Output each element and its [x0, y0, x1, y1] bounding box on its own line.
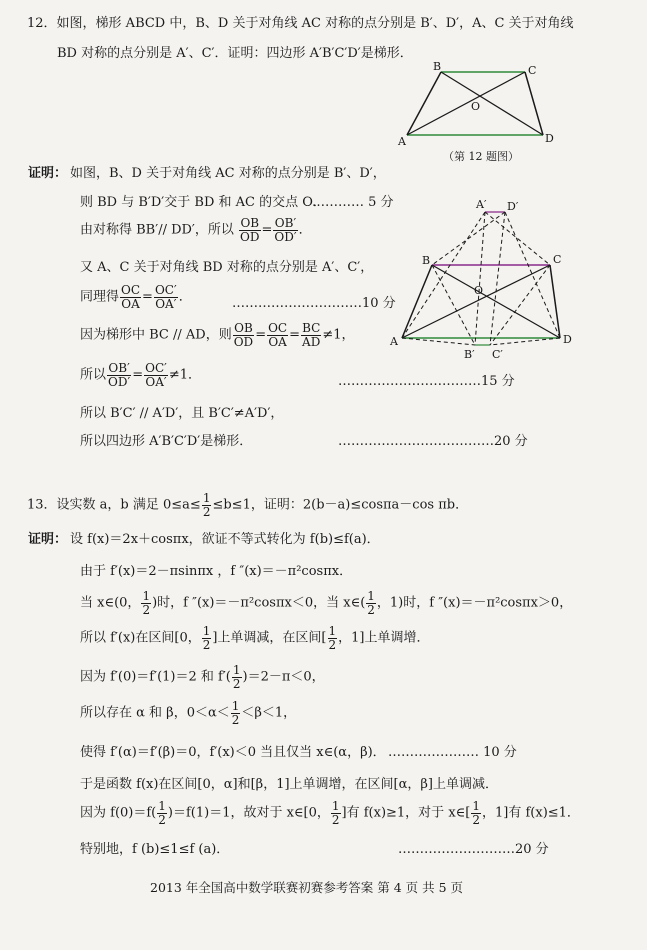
q13-proof-line2: 由于 f′(x)＝2－πsinπx ，f ″(x)＝－π²cosπx．: [80, 564, 353, 579]
q12-proof-label: 证明：: [28, 166, 68, 181]
q12-score-15: ……………………………15 分: [338, 374, 515, 389]
q13-score-20: ………………………20 分: [398, 842, 549, 857]
q12-statement-line2: BD 对称的点分别是 A′、C′．证明：四边形 A′B′C′D′是梯形．: [57, 46, 413, 61]
q12-proof-line1: 如图，B、D 关于对角线 AC 对称的点分别是 B′、D′，: [70, 166, 386, 181]
q12-proof-line4: 又 A、C 关于对角线 BD 对称的点分别是 A′、C′，: [80, 260, 374, 275]
q12-proof-line3: 由对称得 BB′// DD′，所以 $\frac{OB}{OD}$ = $\frac{OB'}{OD'}$ ．: [80, 216, 312, 244]
q12-figure-caption: （第 12 题图）: [443, 150, 519, 163]
q13-proof-line8: 于是函数 f(x)在区间[0，α]和[β，1]上单调增，在区间[α，β]上单调减．: [80, 777, 498, 792]
q12-score-10: …………………………10 分: [232, 296, 396, 311]
fig2-label-dp: D′: [507, 200, 519, 213]
fig2-dashed-1: [402, 212, 485, 338]
fig2-label-ap: A′: [476, 198, 487, 211]
q12-proof-line6: 因为梯形中 BC // AD，则 $\frac{OB}{OD}$ = $\frac{OC}{OA}$ = $\frac{BC}{AD}$ ≠1，: [80, 321, 355, 349]
fig2-label-o: O: [474, 284, 484, 297]
q13-proof-line7: 使得 f′(α)＝f′(β)＝0，f′(x)＜0 当且仅当 x∈(α，β)．: [80, 745, 386, 760]
fig2-dashed-2: [485, 212, 550, 265]
q13-proof-line6: 所以存在 α 和 β，0＜α＜ $\frac{1}{2}$ ＜β＜1，: [80, 699, 297, 727]
fig1-label-a: A: [398, 135, 406, 148]
q13-proof-line3: 当 x∈(0， $\frac{1}{2}$ )时，f ″(x)＝－π²cosπx＜0，当 x∈( $\frac{1}{2}$ ，1)时，f ″(x)＝－π²cosπx＞0，: [80, 589, 573, 617]
q13-proof-label: 证明：: [28, 532, 68, 547]
page-footer: 2013 年全国高中数学联赛初赛参考答案 第 4 页 共 5 页: [150, 880, 464, 895]
fig1-label-o: O: [471, 100, 481, 113]
fig2-segment-cd: [550, 265, 560, 338]
q12-proof-line2: 则 BD 与 B′D′交于 BD 和 AC 的交点 O．: [80, 195, 326, 210]
fig2-label-bp: B′: [464, 348, 475, 361]
fig2-label-a: A: [390, 335, 398, 348]
q12-figure: [395, 60, 560, 150]
q12-proof-figure: [380, 195, 585, 365]
fig1-label-d: D: [545, 132, 554, 145]
fig1-label-c: C: [528, 64, 537, 77]
q13-proof-line10: 特别地，f (b)≤1≤f (a)．: [80, 842, 230, 857]
fig2-dashed-5: [432, 212, 505, 265]
q13-proof-line9: 因为 f(0)＝f( $\frac{1}{2}$ )＝f(1)＝1，故对于 x∈[0， $\frac{1}{2}$ ]有 f(x)≥1，对于 x∈[ $\frac{1}{2}$ ，1]有 f(x)≤1．: [80, 799, 580, 827]
q12-proof-line7: 所以 $\frac{OB'}{OD'}$ = $\frac{OC'}{OA'}$ ≠1．: [80, 361, 202, 389]
fig2-dashed-10: [490, 338, 560, 345]
q13-score-10: ………………… 10 分: [388, 745, 517, 760]
fig2-label-c: C: [553, 253, 562, 266]
fig2-label-cp: C′: [492, 348, 503, 361]
q12-proof-line5: 同理得 $\frac{OC}{OA}$ = $\frac{OC'}{OA'}$ ．: [80, 283, 192, 311]
q13-proof-line4: 所以 f′(x)在区间[0， $\frac{1}{2}$ ]上单调减，在区间[ $\frac{1}{2}$ ，1]上单调增．: [80, 624, 430, 652]
fig2-dashed-3: [475, 212, 485, 345]
q13-proof-line5: 因为 f′(0)＝f′(1)＝2 和 f′( $\frac{1}{2}$ )＝2－π＜0，: [80, 663, 325, 691]
q12-score-5: ………… 5 分: [312, 195, 394, 210]
fig2-dashed-6: [490, 212, 505, 345]
fig2-segment-ab: [402, 265, 432, 338]
fig1-label-b: B: [433, 60, 442, 73]
fig2-label-b: B: [422, 254, 431, 267]
fig2-dashed-9: [402, 338, 475, 345]
q12-proof-line9: 所以四边形 A′B′C′D′是梯形．: [80, 434, 253, 449]
q12-proof-line8: 所以 B′C′ // A′D′，且 B′C′≠A′D′，: [80, 406, 284, 421]
fig2-dashed-8: [490, 265, 550, 345]
q12-statement-line1: 12．如图，梯形 ABCD 中，B、D 关于对角线 AC 对称的点分别是 B′、D′，A、C 关于对角线: [27, 16, 574, 31]
fig2-diagonal-bd: [432, 265, 560, 338]
q12-score-20: ………………………………20 分: [338, 434, 528, 449]
fig2-label-d: D: [563, 333, 572, 346]
q13-proof-line1: 设 f(x)＝2x＋cosπx，欲证不等式转化为 f(b)≤f(a)．: [70, 532, 380, 547]
q13-statement: 13．设实数 a，b 满足 0≤a≤ $\frac{1}{2}$ ≤b≤1，证明：2(b－a)≤cosπa－cos πb．: [27, 491, 469, 519]
